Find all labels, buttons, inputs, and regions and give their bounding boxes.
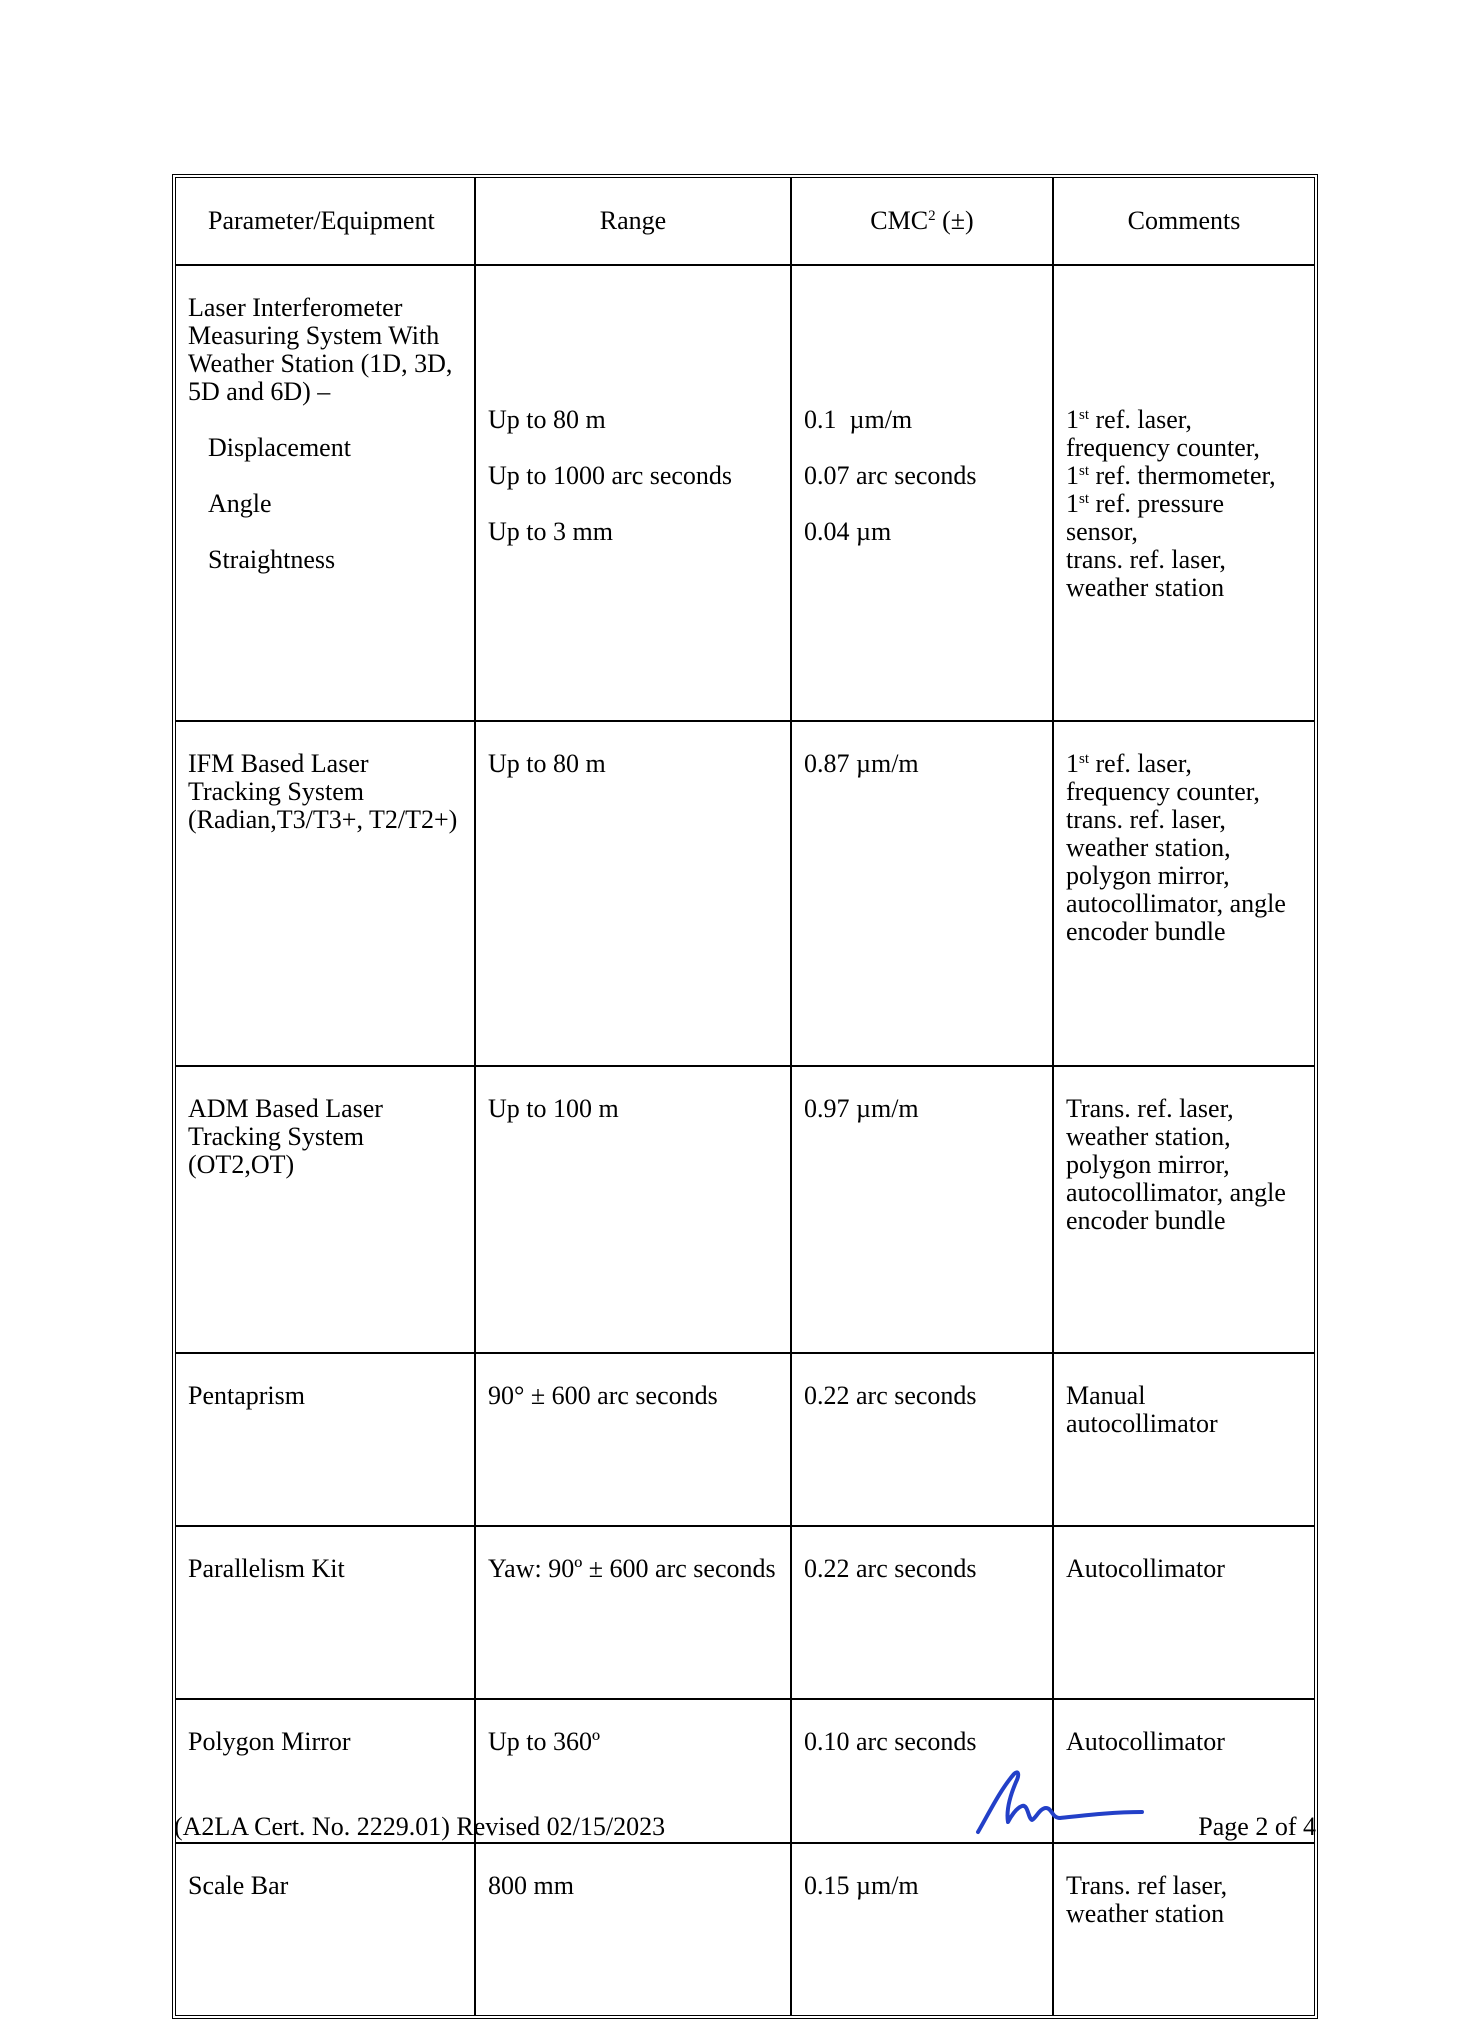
parallelism-comments: Autocollimator: [1054, 1527, 1314, 1700]
table-row-parallelism-kit: [176, 1527, 1314, 1700]
polygon-comments: Autocollimator: [1054, 1700, 1314, 1844]
scale-bar-cmc: 0.15 µm/m: [792, 1844, 1054, 2015]
pentaprism-range: 90° ± 600 arc seconds: [476, 1354, 792, 1527]
comment-ref-num-3: 1: [1066, 489, 1079, 518]
range-angle: Up to 1000 arc seconds: [488, 461, 733, 490]
adm-comments: Trans. ref. laser, weather station, polygon mirror, autocollimator, angle encoder bundle: [1054, 1067, 1314, 1354]
table-row-pentaprism: [176, 1354, 1314, 1527]
table-row-adm-tracker: [176, 1067, 1314, 1354]
sub-parameter-straightness: Straightness: [208, 545, 336, 574]
header-cmc: [792, 178, 1054, 266]
laser-parameter-cell: [176, 266, 476, 722]
table-header-row: [176, 178, 1314, 266]
comment-ref-sup-3: st: [1079, 491, 1090, 507]
laser-comments-cell: [1054, 266, 1314, 722]
adm-range: Up to 100 m: [476, 1067, 792, 1354]
parallelism-parameter: Parallelism Kit: [176, 1527, 476, 1700]
polygon-range: Up to 360º: [476, 1700, 792, 1844]
ifm-comment-text: ref. laser, frequency counter, trans. ref. laser, weather station, polygon mirror, autocollimator, angle encoder bundle: [1066, 749, 1286, 946]
laser-cmc-spacer: [804, 294, 1040, 406]
parallelism-cmc: 0.22 arc seconds: [792, 1527, 1054, 1700]
signature-stroke: [978, 1772, 1142, 1832]
polygon-parameter: Polygon Mirror: [176, 1700, 476, 1844]
table-row-ifm-tracker: [176, 722, 1314, 1067]
range-straightness: Up to 3 mm: [488, 517, 613, 546]
laser-comments: [1066, 406, 1302, 602]
sub-parameter-angle: Angle: [208, 489, 272, 518]
comment-ref-sup-1: st: [1079, 407, 1090, 423]
ifm-range: Up to 80 m: [476, 722, 792, 1067]
polygon-cmc: 0.10 arc seconds: [792, 1700, 1054, 1844]
comment-text-4: trans. ref. laser, weather station: [1066, 545, 1226, 602]
header-range: Range: [476, 178, 792, 266]
header-cmc-suffix: (±): [935, 206, 974, 235]
ifm-comment-sup: st: [1079, 751, 1090, 767]
table-row-scale-bar: [176, 1844, 1314, 2015]
cmc-angle: 0.07 arc seconds: [804, 461, 977, 490]
ifm-cmc: 0.87 µm/m: [792, 722, 1054, 1067]
table-row-laser-interferometer: [176, 266, 1314, 722]
certificate-footer: (A2LA Cert. No. 2229.01) Revised 02/15/2023: [174, 1812, 666, 1841]
laser-comments-spacer: [1066, 294, 1302, 406]
header-comments: Comments: [1054, 178, 1314, 266]
cmc-straightness: 0.04 µm: [804, 517, 892, 546]
header-parameter: Parameter/Equipment: [176, 178, 476, 266]
ifm-comment-num: 1: [1066, 749, 1079, 778]
scope-table: [172, 174, 1318, 2019]
comment-ref-sup-2: st: [1079, 463, 1090, 479]
pentaprism-cmc: 0.22 arc seconds: [792, 1354, 1054, 1527]
comment-text-3: ref. pressure sensor,: [1066, 489, 1225, 546]
ifm-parameter: IFM Based Laser Tracking System (Radian,T3/T3+, T2/T2+): [176, 722, 476, 1067]
laser-system-title: Laser Interferometer Measuring System With Weather Station (1D, 3D, 5D and 6D) –: [188, 293, 453, 406]
cmc-displacement: 0.1 µm/m: [804, 405, 913, 434]
comment-text-2: ref. thermometer,: [1089, 461, 1276, 490]
page-number: Page 2 of 4: [1198, 1812, 1316, 1841]
pentaprism-parameter: Pentaprism: [176, 1354, 476, 1527]
header-cmc-footnote: 2: [928, 208, 936, 224]
ifm-comments: [1054, 722, 1314, 1067]
scale-bar-parameter: Scale Bar: [176, 1844, 476, 2015]
laser-cmc-cell: [792, 266, 1054, 722]
adm-parameter: ADM Based Laser Tracking System (OT2,OT): [176, 1067, 476, 1354]
scale-bar-comments: Trans. ref laser, weather station: [1066, 1871, 1228, 1928]
pentaprism-comments: Manual autocollimator: [1054, 1354, 1314, 1527]
laser-range-spacer: [488, 294, 778, 406]
comment-ref-num-1: 1: [1066, 405, 1079, 434]
signature-mark: [970, 1760, 1150, 1840]
header-cmc-base: CMC: [870, 206, 929, 235]
scale-bar-range: 800 mm: [476, 1844, 792, 2015]
adm-cmc: 0.97 µm/m: [792, 1067, 1054, 1354]
comment-text-1: ref. laser, frequency counter,: [1066, 405, 1260, 462]
range-displacement: Up to 80 m: [488, 405, 606, 434]
comment-ref-num-2: 1: [1066, 461, 1079, 490]
laser-range-cell: [476, 266, 792, 722]
sub-parameter-displacement: Displacement: [208, 433, 351, 462]
parallelism-range: Yaw: 90º ± 600 arc seconds: [476, 1527, 792, 1700]
